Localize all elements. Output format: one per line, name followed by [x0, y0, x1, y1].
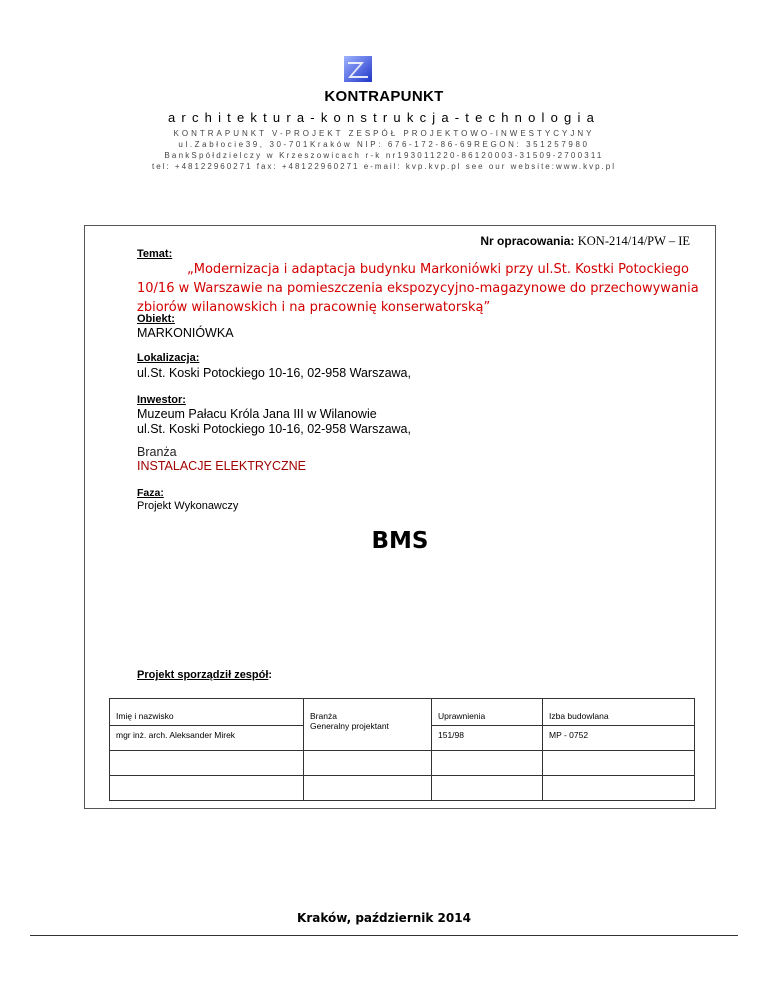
document-number-label: Nr opracowania:	[480, 234, 575, 248]
branza-label: Branża	[137, 445, 177, 459]
team-table-header-row	[110, 699, 695, 726]
team-table	[109, 698, 695, 801]
place-date: Kraków, październik 2014	[297, 911, 471, 925]
inwestor-label: Inwestor:	[137, 394, 186, 406]
empty-cell	[304, 751, 432, 776]
row1-branza: Generalny projektant	[310, 721, 389, 731]
empty-cell	[110, 776, 304, 801]
header-uprawnienia: Uprawnienia	[432, 699, 543, 726]
empty-cell	[432, 776, 543, 801]
row1-uprawnienia: 151/98	[432, 726, 543, 751]
obiekt-label: Obiekt:	[137, 313, 175, 325]
branza-value: INSTALACJE ELEKTRYCZNE	[137, 459, 307, 473]
faza-value: Projekt Wykonawczy	[137, 500, 239, 512]
kontrapunkt-logo-icon	[344, 56, 372, 82]
temat-label: Temat:	[137, 248, 173, 260]
document-big-title: BMS	[371, 528, 429, 554]
document-number	[480, 234, 690, 249]
table-row	[110, 751, 695, 776]
table-row	[110, 776, 695, 801]
temat-text: „Modernizacja i adaptacja budynku Markoniówki przy ul.St. Kostki Potockiego 10/16 w Warszawie na pomieszczenia ekspozycyjno-magazynowe do przechowywania zbiorów wilanowskich i na pracownię konserwatorską”	[137, 262, 699, 315]
company-tagline: architektura-konstrukcja-technologia	[167, 110, 601, 125]
inwestor-address: ul.St. Koski Potockiego 10-16, 02-958 Warszawa,	[137, 422, 411, 436]
company-address-line-2: ul.Zabłocie39, 30-701Kraków NIP: 676-172-86-69REGON: 351257980	[178, 140, 590, 149]
empty-cell	[304, 776, 432, 801]
empty-cell	[543, 751, 695, 776]
obiekt-value: MARKONIÓWKA	[137, 326, 234, 340]
row1-izba: MP - 0752	[543, 726, 695, 751]
company-name: KONTRAPUNKT	[324, 88, 444, 105]
team-heading	[137, 669, 272, 681]
team-heading-colon: :	[268, 669, 273, 681]
company-address-line-3: BankSpółdzielczy w Krzeszowicach r-k nr193011220-86120003-31509-2700311	[164, 151, 604, 160]
lokalizacja-value: ul.St. Koski Potockiego 10-16, 02-958 Warszawa,	[137, 366, 411, 380]
footer-divider	[30, 935, 738, 936]
header-branza	[304, 699, 432, 751]
row1-name: mgr inż. arch. Aleksander Mirek	[110, 726, 304, 751]
header-branza-label: Branża	[310, 711, 337, 721]
empty-cell	[432, 751, 543, 776]
lokalizacja-label: Lokalizacja:	[137, 352, 200, 364]
document-number-value: KON-214/14/PW – IE	[577, 234, 690, 248]
company-address-line-1: KONTRAPUNKT V-PROJEKT ZESPÓŁ PROJEKTOWO-INWESTYCYJNY	[173, 129, 595, 138]
title-page-frame	[84, 225, 716, 809]
header-izba: Izba budowlana	[543, 699, 695, 726]
faza-label: Faza:	[137, 487, 164, 499]
company-address-line-4: tel: +48122960271 fax: +48122960271 e-mail: kvp.kvp.pl see our website:www.kvp.pl	[152, 162, 616, 171]
inwestor-name: Muzeum Pałacu Króla Jana III w Wilanowie	[137, 407, 377, 421]
team-heading-label: Projekt sporządził zespół	[137, 669, 269, 681]
header-name: Imię i nazwisko	[110, 699, 304, 726]
empty-cell	[110, 751, 304, 776]
empty-cell	[543, 776, 695, 801]
